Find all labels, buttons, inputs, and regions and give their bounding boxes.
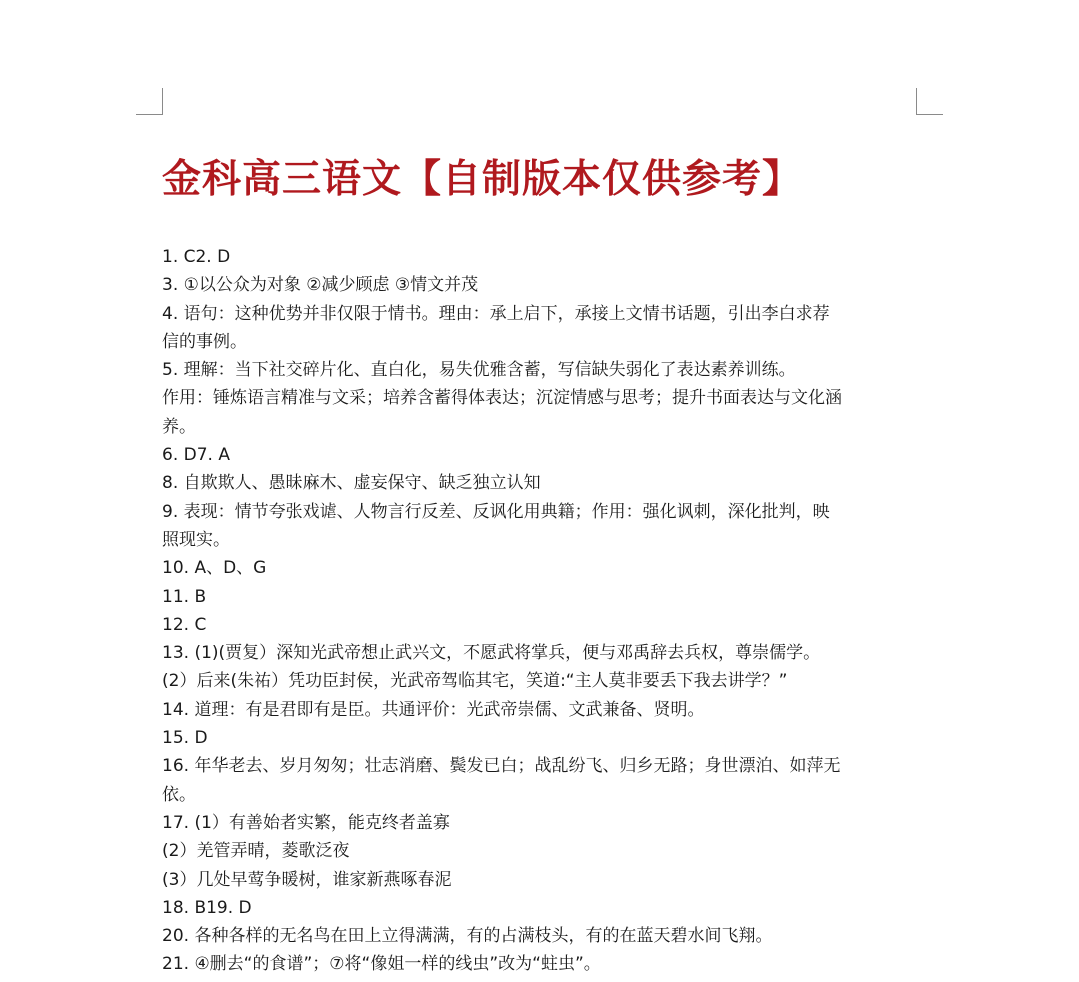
answer-line: 10. A、D、G: [162, 558, 267, 579]
answer-line: 6. D7. A: [162, 445, 230, 466]
answer-line: 9. 表现：情节夸张戏谑、人物言行反差、反讽化用典籍；作用：强化讽刺，深化批判，映: [162, 501, 830, 522]
answer-line: (2）羌管弄晴，菱歌泛夜: [162, 841, 350, 862]
page-corner-mark-right: [916, 88, 943, 115]
answer-line: 8. 自欺欺人、愚昧麻木、虚妄保守、缺乏独立认知: [162, 473, 541, 494]
answer-line: 信的事例。: [162, 331, 247, 352]
answer-line: 依。: [162, 784, 196, 805]
document-title: 金科高三语文【自制版本仅供参考】: [162, 157, 803, 202]
answer-line: 13. (1)(贾复）深知光武帝想止武兴文，不愿武将掌兵，便与邓禹辞去兵权，尊崇儒学。: [162, 643, 821, 664]
answer-line: 12. C: [162, 614, 207, 635]
answer-list: [162, 243, 922, 979]
answer-line: (3）几处早莺争暖树，谁家新燕啄春泥: [162, 869, 452, 890]
answer-line: 照现实。: [162, 529, 230, 550]
answer-line: 20. 各种各样的无名鸟在田上立得满满，有的占满枝头，有的在蓝天碧水间飞翔。: [162, 926, 773, 947]
answer-line: 11. B: [162, 586, 207, 607]
answer-line: 14. 道理：有是君即有是臣。共通评价：光武帝崇儒、文武兼备、贤明。: [162, 699, 705, 720]
answer-line: (2）后来(朱祐）凭功臣封侯，光武帝驾临其宅，笑道:“主人莫非要丢下我去讲学？”: [162, 671, 788, 692]
page-corner-mark-left: [136, 88, 163, 115]
answer-line: 3. ①以公众为对象 ②减少顾虑 ③情文并茂: [162, 275, 479, 296]
answer-line: 15. D: [162, 728, 208, 749]
answer-line: 养。: [162, 416, 196, 437]
answer-line: 16. 年华老去、岁月匆匆；壮志消磨、鬓发已白；战乱纷飞、归乡无路；身世漂泊、如萍无: [162, 756, 841, 777]
answer-line: 1. C2. D: [162, 247, 231, 267]
answer-line: 作用：锤炼语言精准与文采；培养含蓄得体表达；沉淀情感与思考；提升书面表达与文化涵: [162, 388, 842, 409]
answer-line: 5. 理解：当下社交碎片化、直白化，易失优雅含蓄，写信缺失弱化了表达素养训练。: [162, 360, 796, 381]
answer-line: 4. 语句：这种优势并非仅限于情书。理由：承上启下，承接上文情书话题，引出李白求荐: [162, 303, 830, 324]
answer-line: 21. ④删去“的食谱”；⑦将“像姐一样的线虫”改为“蛀虫”。: [162, 954, 601, 975]
answer-line: 18. B19. D: [162, 897, 252, 918]
answer-line: 17. (1）有善始者实繁，能克终者盖寡: [162, 812, 450, 833]
